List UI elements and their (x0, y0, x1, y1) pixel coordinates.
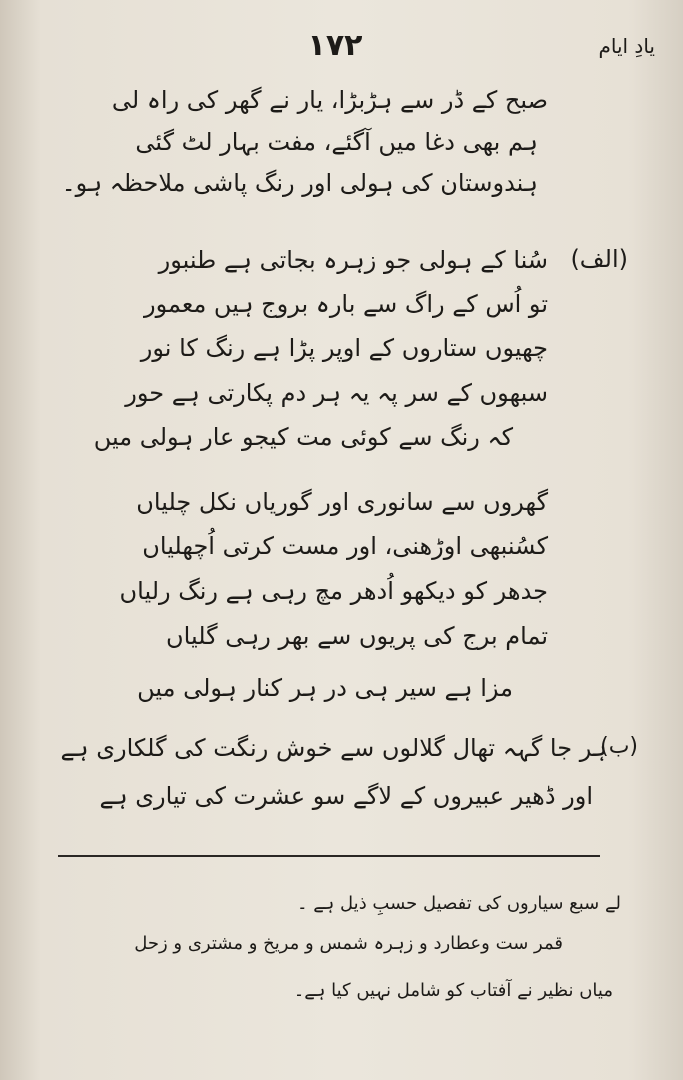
verse-line: تمام برج کی پریوں سے بھر رہی گلیاں (166, 622, 548, 650)
footnote-line: میاں نظیر نے آفتاب کو شامل نہیں کیا ہے۔ (293, 980, 613, 1001)
verse-line: کسُنبھی اوڑھنی، اور مست کرتی اُچھلیاں (142, 532, 548, 560)
verse-line: تو اُس کے راگ سے بارہ بروج ہیں معمور (144, 290, 548, 318)
footnote-rule (58, 855, 600, 857)
verse-line: مزا ہے سیر ہی در ہر کنار ہولی میں (137, 674, 513, 702)
section-marker-a: (الف) (570, 245, 628, 273)
running-title: یادِ ایام (598, 34, 655, 58)
verse-line: جدھر کو دیکھو اُدھر مچ رہی ہے رنگ رلیاں (119, 577, 548, 605)
section-marker-b: (ب) (600, 734, 638, 759)
verse-line: گھروں سے سانوری اور گوریاں نکل چلیاں (136, 488, 548, 516)
verse-line: ہر جا گہہ تھال گلالوں سے خوش رنگت کی گلکاری ہے (60, 734, 607, 762)
verse-line: سبھوں کے سر پہ یہ ہر دم پکارتی ہے حور (125, 379, 548, 407)
verse-line: سُنا کے ہولی جو زہرہ بجاتی ہے طنبور (158, 246, 548, 274)
verse-line: چھیوں ستاروں کے اوپر پڑا ہے رنگ کا نور (140, 334, 548, 362)
intro-line: ہم بھی دغا میں آگئے، مفت بہار لٹ گئی (135, 128, 538, 156)
verse-line: اور ڈھیر عبیروں کے لاگے سو عشرت کی تیاری ہے (99, 782, 593, 810)
footnote-line: لے سبع سیاروں کی تفصیل حسبِ ذیل ہے ۔ (296, 893, 621, 914)
verse-line: کہ رنگ سے کوئی مت کیجو عار ہولی میں (93, 423, 513, 451)
intro-line: ہندوستان کی ہولی اور رنگ پاشی ملاحظہ ہو۔ (61, 169, 538, 197)
page-number: ١٧٢ (307, 28, 363, 63)
intro-line: صبح کے ڈر سے ہڑبڑا، یار نے گھر کی راہ لی (111, 86, 548, 114)
footnote-line: قمر ست وعطارد و زہرہ شمس و مریخ و مشتری و زحل (134, 933, 563, 954)
